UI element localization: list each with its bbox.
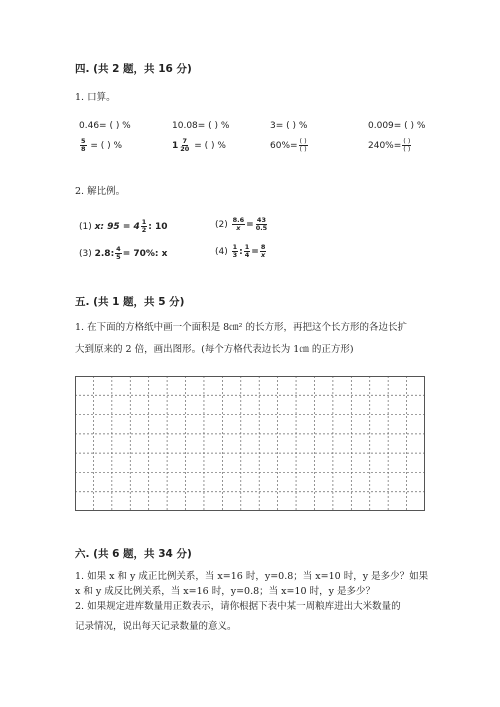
proportion-item: (4) $\frac{1}{3}$ : $\frac{1}{4}$ = $\frac{8}{x}$ xyxy=(215,243,266,259)
calc-item: 0.009= ( ) % xyxy=(368,121,426,131)
proportion-item: (3) 2.8: $\frac{4}{5}$ = 70%: x xyxy=(79,245,168,261)
question-text: 2. 如果规定进库数量用正数表示，请你根据下表中某一周粮库进出大米数量的 xyxy=(75,601,401,612)
section-4-title: 四. (共 2 题，共 16 分) xyxy=(75,63,192,75)
proportion-item: (2) $\frac{8.6}{x}$ = $\frac{43}{0.5}$ xyxy=(215,216,268,232)
calc-item: 60%= $\frac{( )}{( )}$ xyxy=(270,137,307,153)
question-text: 大到原来的 2 倍，画出图形。(每个方格代表边长为 1㎝ 的正方形) xyxy=(75,344,354,355)
question-text: 1. 如果 x 和 y 成正比例关系，当 x=16 时，y=0.8；当 x=10 时，y 是多少？如果 xyxy=(75,571,429,582)
calc-item: 10.08= ( ) % xyxy=(172,121,230,131)
section-6-title: 六. (共 6 题，共 34 分) xyxy=(75,548,192,560)
calc-item: 0.46= ( ) % xyxy=(79,121,131,131)
question-1-label: 1. 口算。 xyxy=(75,92,116,103)
calc-item: 3= ( ) % xyxy=(270,121,308,131)
question-text: 记录情况，说出每天记录数量的意义。 xyxy=(75,621,237,632)
calc-item: $\frac{5}{8}$ = ( ) % xyxy=(81,137,123,153)
calc-item: 240%= $\frac{( )}{( )}$ xyxy=(368,137,411,153)
square-grid-paper xyxy=(75,376,425,511)
question-text: 1. 在下面的方格纸中画一个面积是 8㎝² 的长方形，再把这个长方形的各边长扩 xyxy=(75,322,407,333)
calc-item: 1 $\frac{7}{20}$ = ( ) % xyxy=(172,137,226,153)
section-5-title: 五. (共 1 题，共 5 分) xyxy=(75,296,185,308)
proportion-item: (1) x: 95 = 4 $\frac{1}{2}$ : 10 xyxy=(79,218,168,234)
question-2-label: 2. 解比例。 xyxy=(75,186,126,197)
question-text: x 和 y 成反比例关系，当 x=16 时，y=0.8；当 x=10 时，y 是多少？ xyxy=(75,586,375,597)
